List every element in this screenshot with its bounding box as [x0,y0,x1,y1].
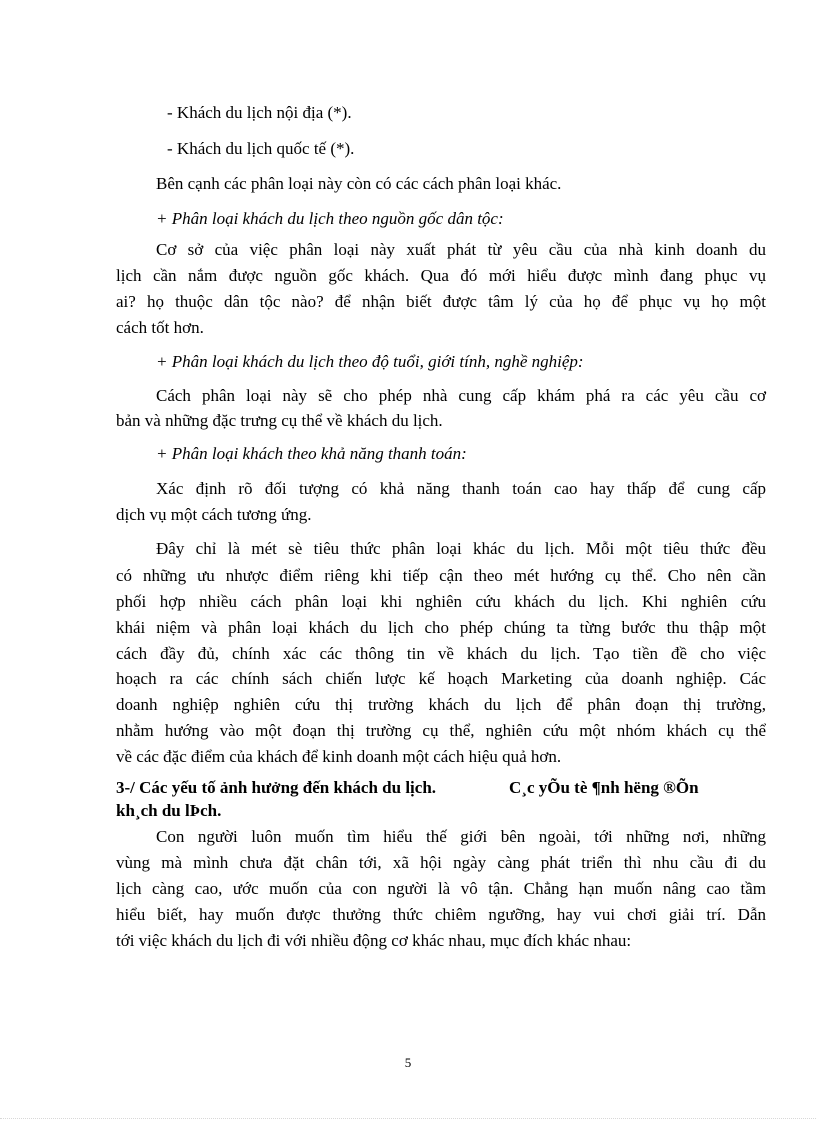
section-heading: 3-/ Các yếu tố ảnh hưởng đến khách du lịch. [116,778,437,797]
paragraph-line: dịch vụ một cách tương ứng. [116,505,312,524]
subheading-origin: + Phân loại khách du lịch theo nguồn gốc dân tộc: [156,209,504,228]
section-heading-garbled: C¸c yÕu tè ¶nh hëng ®Õn [509,778,699,797]
subheading-age-gender: + Phân loại khách du lịch theo độ tuổi, giới tính, nghề nghiệp: [156,352,584,371]
paragraph-line: lịch càng cao, ước muốn của con người là vô tận. Chẳng hạn muốn nâng cao tầm [116,879,766,898]
paragraph-line: Cơ sở của việc phân loại này xuất phát từ yêu cầu của nhà kinh doanh du [156,240,766,259]
paragraph-line: về các đặc điểm của khách để kinh doanh một cách hiệu quả hơn. [116,747,562,766]
paragraph-line: nhằm hướng vào một đoạn thị trường cụ thể, nghiên cứu một nhóm khách cụ thể [116,721,766,740]
subheading-payment: + Phân loại khách theo khả năng thanh toán: [156,444,467,463]
paragraph-line: Đây chỉ là mét sè tiêu thức phân loại khác du lịch. Mỗi một tiêu thức đều [156,539,766,558]
paragraph-line: khái niệm và phân loại khách du lịch cho phép chúng ta từng bước thu thập một [116,618,766,637]
page-number: 5 [404,1055,412,1070]
paragraph-line: cách đầy đủ, chính xác các thông tin về khách du lịch. Tạo tiền đề cho việc [116,644,766,663]
paragraph-line: ai? họ thuộc dân tộc nào? để nhận biết được tâm lý của họ để phục vụ họ một [116,292,766,311]
paragraph-line: phối hợp nhiều cách phân loại khi nghiên cứu khách du lịch. Khi nghiên cứu [116,592,766,611]
paragraph-line: tới việc khách du lịch đi với nhiều động cơ khác nhau, mục đích khác nhau: [116,931,632,950]
page-bottom-divider [0,1118,816,1119]
list-item-domestic: - Khách du lịch nội địa (*). [167,103,352,122]
paragraph-line: doanh nghiệp nghiên cứu thị trường khách du lịch để phân đoạn thị trường, [116,695,766,714]
section-heading-garbled-continued: kh¸ch du lÞch. [116,801,222,820]
paragraph-line: Xác định rõ đối tượng có khả năng thanh toán cao hay thấp để cung cấp [156,479,766,498]
paragraph-line: có những ưu nhược điểm riêng khi tiếp cận theo mét hướng cụ thể. Cho nên cần [116,566,766,585]
paragraph-line: lịch cần nắm được nguồn gốc khách. Qua đó mới hiểu được mình đang phục vụ [116,266,766,285]
paragraph-line: Bên cạnh các phân loại này còn có các cách phân loại khác. [156,174,562,193]
list-item-international: - Khách du lịch quốc tế (*). [167,139,355,158]
paragraph-line: Cách phân loại này sẽ cho phép nhà cung cấp khám phá ra các yêu cầu cơ [156,386,766,405]
paragraph-line: hiểu biết, hay muốn được thưởng thức chiêm ngưỡng, hay vui chơi giải trí. Dẫn [116,905,766,924]
paragraph-line: Con người luôn muốn tìm hiểu thế giới bên ngoài, tới những nơi, những [156,827,766,846]
paragraph-line: hoạch ra các chính sách chiến lược kế hoạch Marketing của doanh nghiệp. Các [116,669,766,688]
paragraph-line: bản và những đặc trưng cụ thể về khách du lịch. [116,411,443,430]
paragraph-line: cách tốt hơn. [116,318,204,337]
paragraph-line: vùng mà mình chưa đặt chân tới, xã hội ngày càng phát triển thì nhu cầu đi du [116,853,766,872]
